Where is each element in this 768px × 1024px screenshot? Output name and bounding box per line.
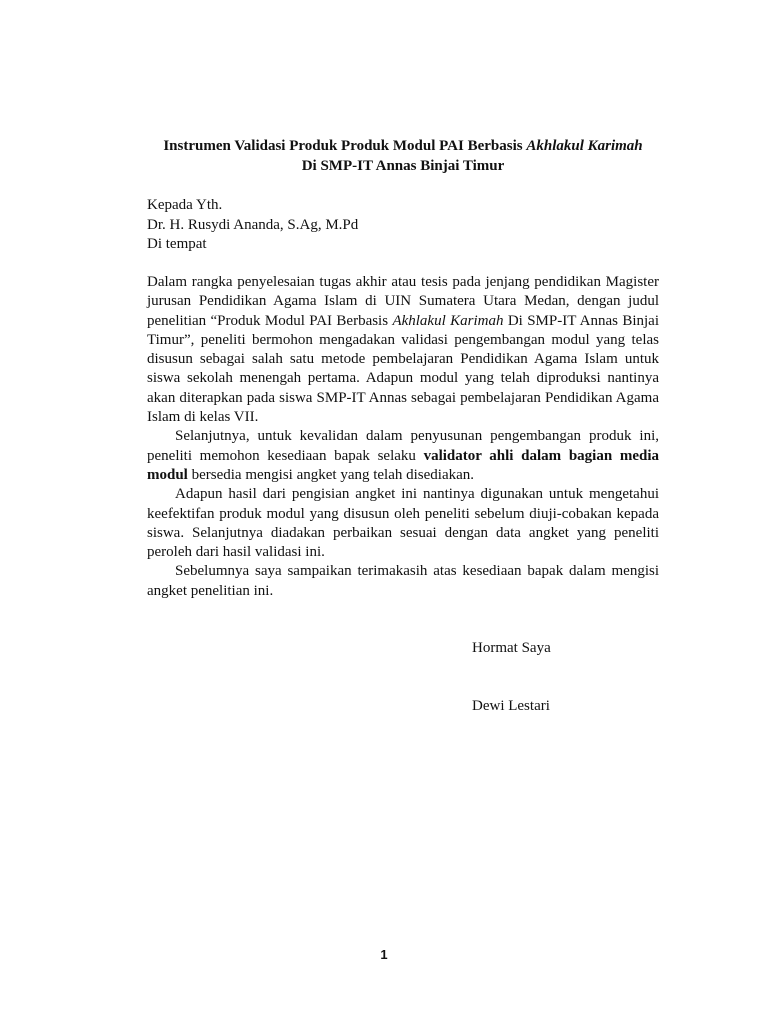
recipient-name: Dr. H. Rusydi Ananda, S.Ag, M.Pd [147, 217, 359, 233]
recipient-greeting: Kepada Yth. [147, 197, 223, 213]
document-title-line-2: Di SMP-IT Annas Binjai Timur [301, 158, 505, 174]
paragraph-1-italic: Akhlakul Karimah [392, 312, 504, 329]
title-text: Instrumen Validasi Produk Produk Modul PAI Berbasis [163, 138, 527, 154]
paragraph-3: Adapun hasil dari pengisian angket ini nantinya digunakan untuk mengetahui keefektifan produk modul yang disusun oleh peneliti sebelum diuji-cobakan kepada siswa. Selanjutnya diadakan perbaikan sesuai dengan data angket yang peneliti peroleh dari hasil validasi ini. [147, 486, 659, 561]
title-italic-text: Akhlakul Karimah [526, 138, 643, 154]
letter-body [147, 273, 659, 601]
paragraph-1-text: Dalam rangka penyelesaian tugas akhir atau tesis pada jenjang pendidikan Magister jurusan Pendidikan Agama Islam di UIN Sumatera Utara Medan, dengan judul penelitian “Produk Modul PAI Berbasis [147, 274, 659, 329]
paragraph-2-bold: validator ahli dalam bagian media modul [147, 447, 659, 483]
paragraph-2 [147, 427, 659, 485]
recipient-location: Di tempat [147, 236, 207, 252]
signatory-name: Dewi Lestari [472, 698, 550, 714]
paragraph-4: Sebelumnya saya sampaikan terimakasih atas kesediaan bapak dalam mengisi angket penelitian ini. [147, 563, 659, 599]
paragraph-1 [147, 273, 659, 427]
paragraph-2-text-end: bersedia mengisi angket yang telah disediakan. [187, 466, 475, 483]
closing-salutation: Hormat Saya [472, 640, 551, 656]
document-title-line-1 [147, 136, 659, 156]
page-number: 1 [380, 947, 388, 962]
paragraph-2-text: Selanjutnya, untuk kevalidan dalam penyusunan pengembangan produk ini, peneliti memohon kesediaan bapak selaku [147, 428, 659, 464]
paragraph-1-text-end: Di SMP-IT Annas Binjai Timur”, peneliti bermohon mengadakan validasi pengembangan modul yang telas disusun sebagai salah satu metode pembelajaran Pendidikan Agama Islam untuk siswa sekolah menengah pertama. Adapun modul yang telah diproduksi nantinya akan diterapkan pada siswa SMP-IT Annas sebagai pembelajaran Pendidikan Agama Islam di kelas VII. [147, 312, 660, 426]
